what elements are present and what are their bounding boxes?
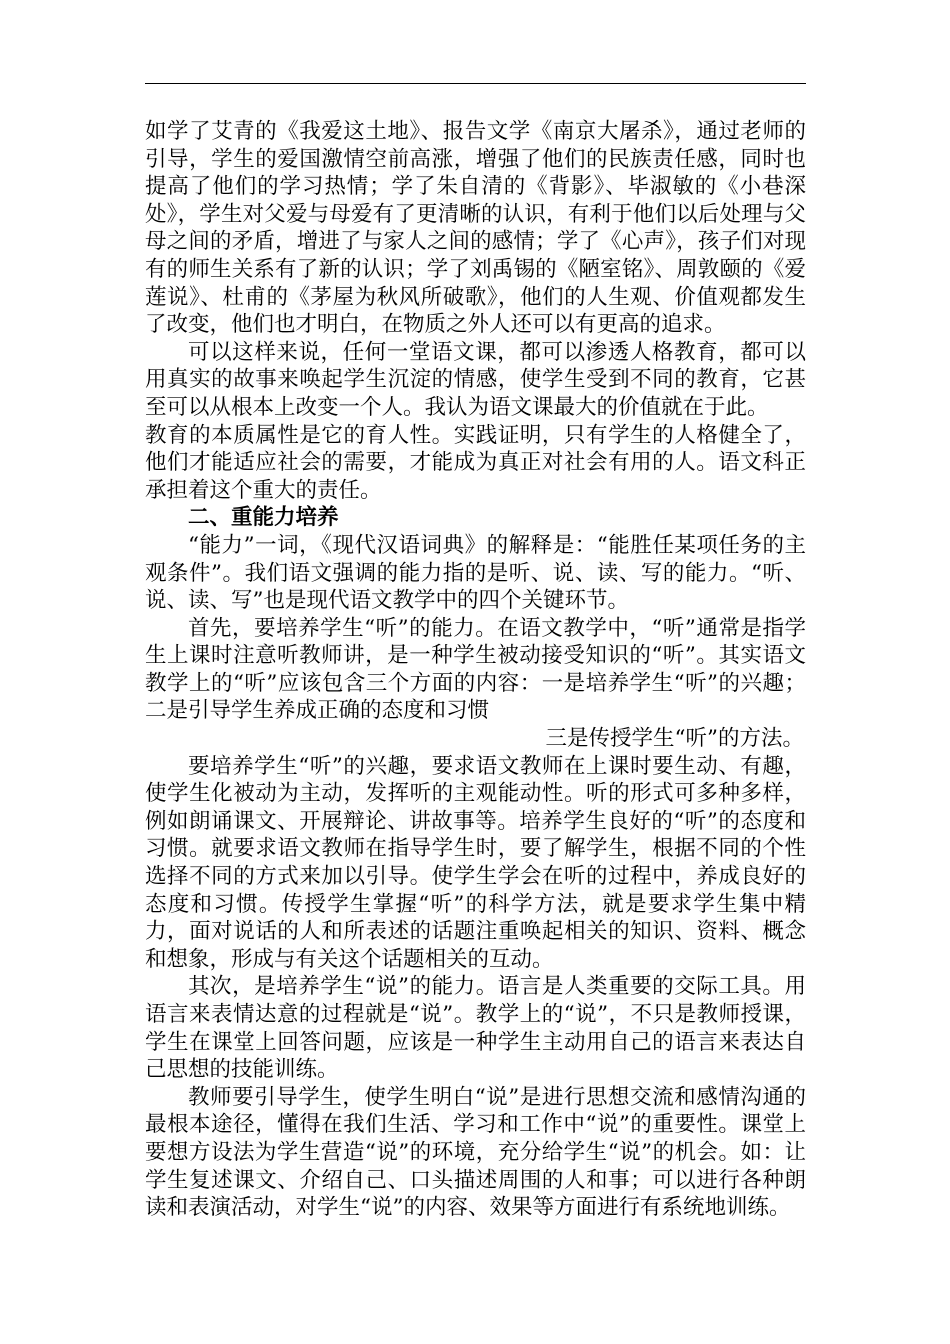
paragraph-listening-method: 三是传授学生“听”的方法。: [545, 726, 804, 752]
paragraph-education-nature: 教育的本质属性是它的育人性。实践证明，只有学生的人格健全了，他们才能适应社会的需要，才能成为真正对社会有用的人。语文科正承担着这个重大的责任。: [145, 422, 806, 503]
paragraph-listening-interest: 要培养学生“听”的兴趣，要求语文教师在上课时要生动、有趣，使学生化被动为主动，发挥听的主观能动性。听的形式可多种多样，例如朗诵课文、开展辩论、讲故事等。培养学生良好的“听”的态度和习惯。就要求语文教师在指导学生时，要了解学生，根据不同的个性选择不同的方式来加以引导。使学生学会在听的过程中，养成良好的态度和习惯。传授学生掌握“听”的科学方法，就是要求学生集中精力，面对说话的人和所表述的话题注重唤起相关的知识、资料、概念和想象，形成与有关这个话题相关的互动。: [145, 753, 806, 972]
paragraph-ability-definition: “能力”一词，《现代汉语词典》的解释是：“能胜任某项任务的主观条件”。我们语文强调的能力指的是听、说、读、写的能力。“听、说、读、写”也是现代语文教学中的四个关键环节。: [145, 532, 806, 614]
section-heading-ability: 二、重能力培养: [188, 505, 339, 531]
paragraph-speaking-guidance: 教师要引导学生，使学生明白“说”是进行思想交流和感情沟通的最根本途径，懂得在我们生活、学习和工作中“说”的重要性。课堂上要想方设法为学生营造“说”的环境，充分给学生“说”的机会。如：让学生复述课文、介绍自己、口头描述周围的人和事；可以进行各种朗读和表演活动，对学生“说”的内容、效果等方面进行有系统地训练。: [145, 1084, 806, 1221]
paragraph-literature-examples: 如学了艾青的《我爱这土地》、报告文学《南京大屠杀》，通过老师的引导，学生的爱国激情空前高涨，增强了他们的民族责任感，同时也提高了他们的学习热情；学了朱自清的《背影》、毕淑敏的《小巷深处》，学生对父爱与母爱有了更清晰的认识，有利于他们以后处理与父母之间的矛盾，增进了与家人之间的感情；学了《心声》，孩子们对现有的师生关系有了新的认识；学了刘禹锡的《陋室铭》、周敦颐的《爱莲说》、杜甫的《茅屋为秋风所破歌》，他们的人生观、价值观都发生了改变，他们也才明白，在物质之外人还可以有更高的追求。: [145, 119, 806, 338]
paragraph-speaking-ability: 其次，是培养学生“说”的能力。语言是人类重要的交际工具。用语言来表情达意的过程就是“说”。教学上的“说”，不只是教师授课，学生在课堂上回答问题，应该是一种学生主动用自己的语言来表达自己思想的技能训练。: [145, 974, 806, 1083]
paragraph-personality-education: 可以这样来说，任何一堂语文课，都可以渗透人格教育，都可以用真实的故事来唤起学生沉淀的情感，使学生受到不同的教育，它甚至可以从根本上改变一个人。我认为语文课最大的价值就在于此。: [145, 339, 806, 420]
header-rule: [145, 83, 806, 84]
document-body: [145, 118, 806, 1222]
paragraph-listening-ability: 首先，要培养学生“听”的能力。在语文教学中，“听”通常是指学生上课时注意听教师讲，是一种学生被动接受知识的“听”。其实语文教学上的“听”应该包含三个方面的内容：一是培养学生“听”的兴趣；二是引导学生养成正确的态度和习惯: [145, 615, 806, 724]
